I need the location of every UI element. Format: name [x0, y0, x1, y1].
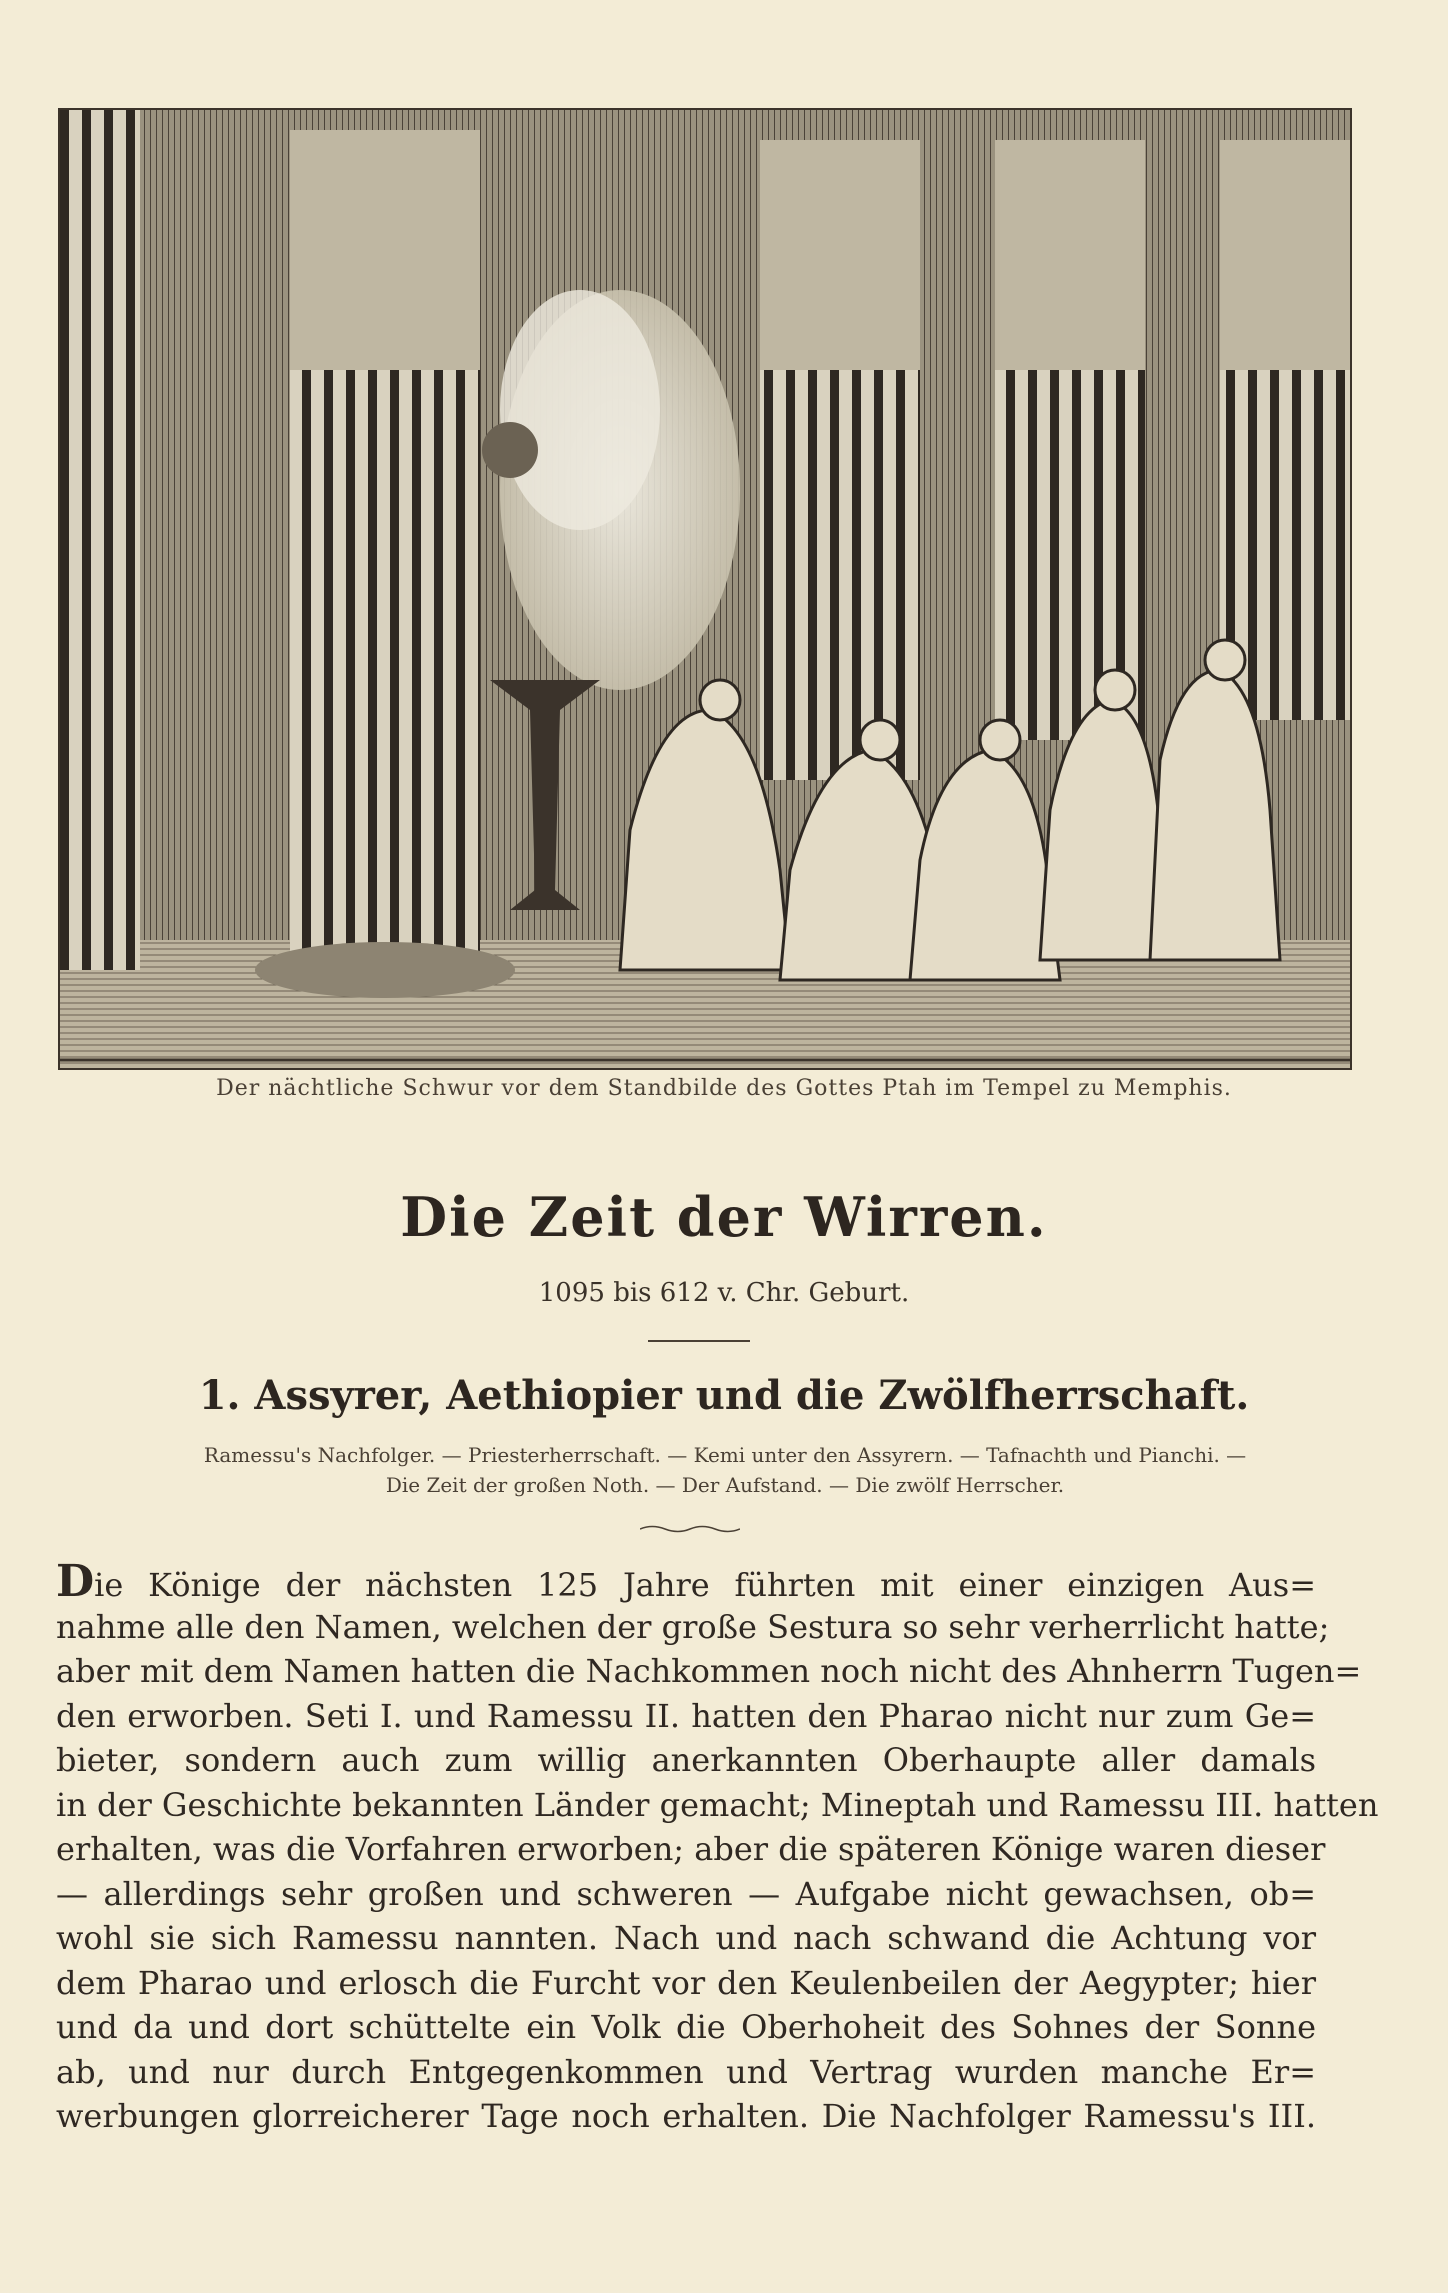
- section-summary: [60, 1440, 1390, 1500]
- text-line: und da und dort schüttelte ein Volk die Oberhoheit des Sohnes der Sonne: [56, 2008, 1316, 2046]
- text-line: werbungen glorreicherer Tage noch erhalten. Die Nachfolger Ramessu's III.: [56, 2097, 1316, 2135]
- temple-engraving-illustration: [58, 108, 1352, 1070]
- text-line: ab, und nur durch Entgegenkommen und Vertrag wurden manche Er=: [56, 2052, 1316, 2091]
- body-paragraph: [56, 1556, 1379, 2139]
- divider-rule: [648, 1340, 750, 1342]
- text-line-content: ie Könige der nächsten 125 Jahre führten mit einer einzigen Aus=: [94, 1566, 1316, 1604]
- chapter-title: Die Zeit der Wirren.: [400, 1185, 1048, 1249]
- text-line: aber mit dem Namen hatten die Nachkommen noch nicht des Ahnherrn Tugen=: [56, 1652, 1362, 1690]
- summary-line: Ramessu's Nachfolger. — Priesterherrschaft. — Kemi unter den Assyrern. — Tafnachth und Pianchi. —: [203, 1443, 1247, 1467]
- text-line: erhalten, was die Vorfahren erworben; aber die späteren Könige waren dieser: [56, 1830, 1326, 1868]
- text-line: — allerdings sehr großen und schweren — Aufgabe nicht gewachsen, ob=: [56, 1874, 1316, 1913]
- text-line: dem Pharao und erlosch die Furcht vor den Keulenbeilen der Aegypter; hier: [56, 1963, 1316, 2002]
- summary-line: Die Zeit der großen Noth. — Der Aufstand. — Die zwölf Herrscher.: [385, 1473, 1065, 1497]
- ornament-divider: [640, 1524, 740, 1534]
- text-line: bieter, sondern auch zum willig anerkannten Oberhaupte aller damals: [56, 1741, 1316, 1779]
- section-title: 1. Assyrer, Aethiopier und die Zwölfherrschaft.: [198, 1372, 1250, 1419]
- text-line: [56, 1556, 1316, 1607]
- text-line: nahme alle den Namen, welchen der große Sestura so sehr verherrlicht hatte;: [56, 1607, 1330, 1646]
- chapter-dates: 1095 bis 612 v. Chr. Geburt.: [538, 1278, 910, 1308]
- text-line: wohl sie sich Ramessu nannten. Nach und nach schwand die Achtung vor: [56, 1919, 1316, 1957]
- drop-cap: D: [56, 1556, 95, 1607]
- text-line: in der Geschichte bekannten Länder gemacht; Mineptah und Ramessu III. hatten: [56, 1785, 1379, 1824]
- illustration-caption: Der nächtliche Schwur vor dem Standbilde des Gottes Ptah im Tempel zu Memphis.: [216, 1076, 1232, 1101]
- text-line: den erworben. Seti I. und Ramessu II. hatten den Pharao nicht nur zum Ge=: [56, 1696, 1316, 1735]
